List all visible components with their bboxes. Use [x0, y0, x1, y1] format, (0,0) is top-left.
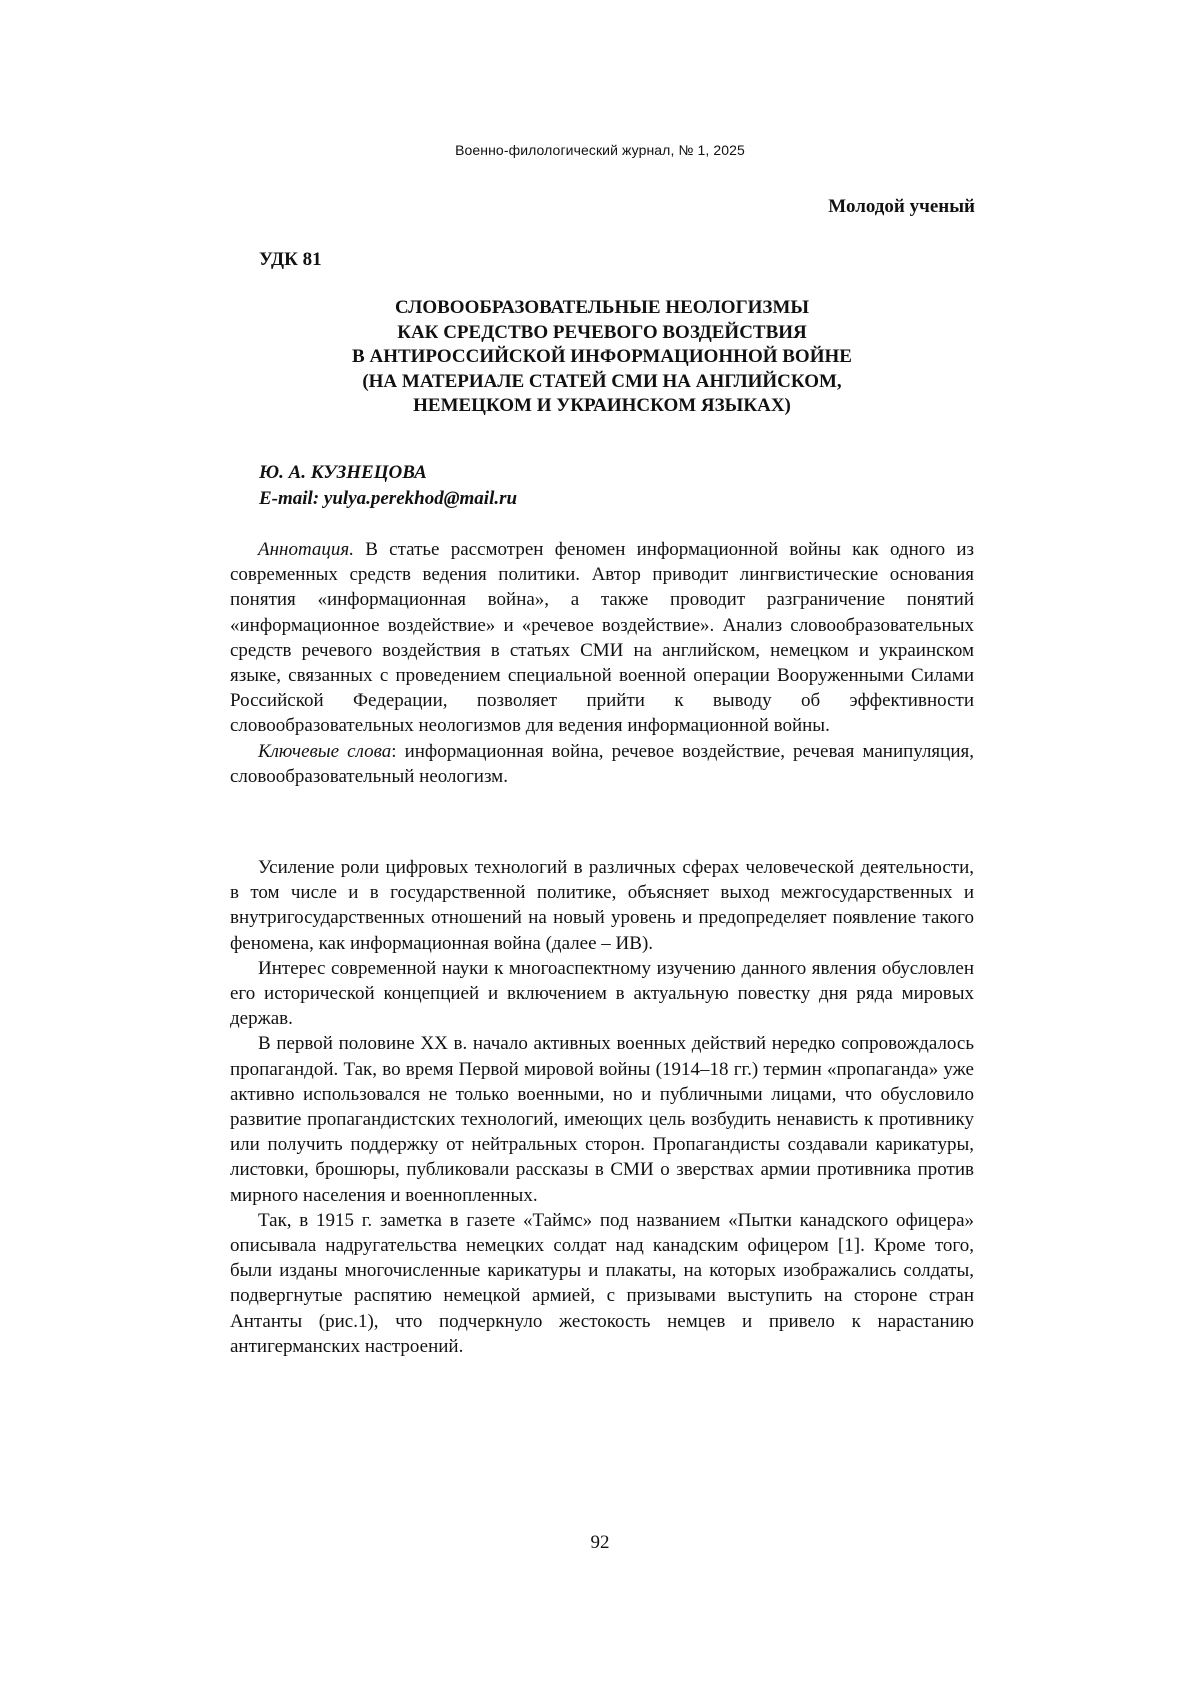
title-line: В АНТИРОССИЙСКОЙ ИНФОРМАЦИОННОЙ ВОЙНЕ [352, 346, 852, 368]
title-line: (НА МАТЕРИАЛЕ СТАТЕЙ СМИ НА АНГЛИЙСКОМ, [362, 370, 842, 392]
keywords-paragraph [230, 739, 974, 789]
abstract-text: В статье рассмотрен феномен информационной войны как одного из современных средств ведения политики. Автор приводит лингвистические основания понятия «информационная война», а также проводит разграничение понятий «информационное воздействие» и «речевое воздействие». Анализ словообразовательных средств речевого воздействия в статьях СМИ на английском, немецком и украинском языке, связанных с проведением специальной военной операции Вооруженными Силами Российской Федерации, позволяет прийти к выводу об эффективности словообразовательных неологизмов для ведения информационной войны. [230, 539, 974, 737]
body-paragraph: Так, в 1915 г. заметка в газете «Таймс» под названием «Пытки канадского офицера» описывала надругательства немецких солдат над канадским офицером [1]. Кроме того, были изданы многочисленные карикатуры и плакаты, на которых изображались солдаты, подвергнутые распятию немецкой армией, с призывами выступить на стороне стран Антанты (рис.1), что подчеркнуло жестокость немцев и привело к нарастанию антигерманских настроений. [230, 1209, 974, 1357]
keywords-text: : информационная война, речевое воздействие, речевая манипуляция, словообразовательный неологизм. [230, 740, 974, 787]
article-body [230, 855, 974, 1359]
article-title [230, 296, 974, 419]
author-block [259, 460, 517, 512]
title-line: КАК СРЕДСТВО РЕЧЕВОГО ВОЗДЕЙСТВИЯ [397, 321, 807, 343]
body-paragraph: В первой половине XX в. начало активных военных действий нередко сопровождалось пропагандой. Так, во время Первой мировой войны (1914–18 гг.) термин «пропаганда» уже активно использовался не только военными, но и публичными лицами, что обусловило развитие пропагандистских технологий, имеющих цель возбудить ненависть к противнику или получить поддержку от нейтральных сторон. Пропагандисты создавали карикатуры, листовки, брошюры, публиковали рассказы в СМИ о зверствах армии противника против мирного населения и военнопленных. [230, 1033, 974, 1206]
title-line: НЕМЕЦКОМ И УКРАИНСКОМ ЯЗЫКАХ) [413, 395, 791, 417]
body-paragraph: Интерес современной науки к многоаспектному изучению данного явления обусловлен его исторической концепцией и включением в актуальную повестку дня ряда мировых держав. [230, 957, 974, 1030]
journal-running-head: Военно-филологический журнал, № 1, 2025 [455, 142, 745, 158]
title-line: СЛОВООБРАЗОВАТЕЛЬНЫЕ НЕОЛОГИЗМЫ [394, 297, 810, 318]
page-number: 92 [590, 1532, 610, 1553]
body-paragraph: Усиление роли цифровых технологий в различных сферах человеческой деятельности, в том числе и в государственной политике, объясняет выход межгосударственных и внутригосударственных отношений на новый уровень и предопределяет появление такого феномена, как информационная война (далее – ИВ). [230, 857, 974, 954]
keywords-label: Ключевые слова [258, 740, 392, 762]
abstract-label: Аннотация. [258, 539, 354, 560]
udk-code: УДК 81 [259, 249, 322, 270]
author-name: Ю. А. КУЗНЕЦОВА [259, 462, 427, 483]
abstract-block [230, 537, 974, 789]
author-email: E-mail: yulya.perekhod@mail.ru [259, 488, 518, 509]
section-label: Молодой ученый [828, 196, 975, 217]
abstract-paragraph [230, 537, 974, 739]
